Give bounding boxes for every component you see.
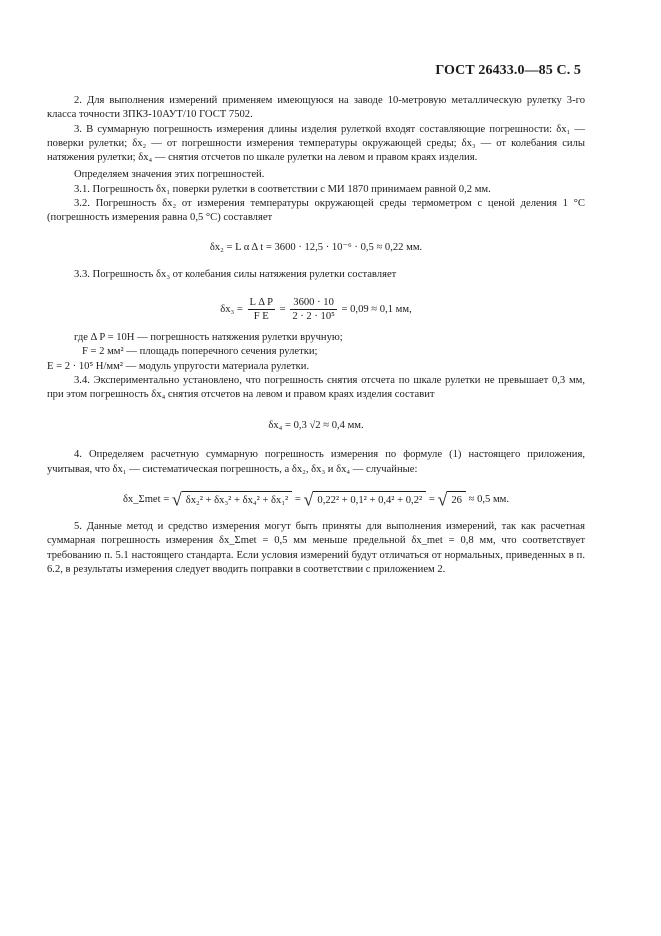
paragraph-3-4: 3.4. Экспериментально установлено, что погрешность снятия отсчета по шкале рулетки не превышает 0,3 мм, при этом погрешность δx₄ снятия отсчетов на левом и правом краях изделия составит [47,374,585,401]
radical-symbolic: δx₂² + δx₃² + δx₄² + δx₁² [182,491,292,508]
radical-sign-icon: √ [303,489,314,510]
document-body [47,94,585,577]
paragraph-3-3: 3.3. Погрешность δx₃ от колебания силы натяжения рулетки составляет [74,268,397,280]
fraction-numerator: 3600 · 10 [290,296,337,310]
where-line-2: F = 2 мм² — площадь поперечного сечения рулетки; [82,346,318,358]
formula-total-equals-2: = [428,493,435,505]
formula-dx4: δx₄ = 0,3 √2 ≈ 0,4 мм. [268,420,364,432]
radical-result: 26 [447,491,466,508]
formula-total-lhs: δx_Σmet = [122,493,170,505]
formula-total-equals: = [294,493,301,505]
radical-numeric: 0,22² + 0,1² + 0,4² + 0,2² [313,491,426,508]
formula-dx2: δx₂ = L α Δ t = 3600 · 12,5 · 10⁻⁶ · 0,5 ≈ 0,22 мм. [209,241,423,253]
formula-dx3 [47,296,585,323]
page-header: ГОСТ 26433.0—85 С. 5 [435,63,581,78]
paragraph-3-intro: Определяем значения этих погрешностей. [74,169,265,181]
paragraph-3-2: 3.2. Погрешность δx₂ от измерения температуры окружающей среды термометром с ценой деления 1 °С (погрешность измерения равна 0,5 °С) составляет [47,198,585,224]
fraction-numerator: L Δ P [249,296,274,308]
formula-total-error [47,491,585,508]
paragraph-3: 3. В суммарную погрешность измерения длины изделия рулеткой входят составляющие погрешности: δx₁ — поверки рулетки; δx₂ — от погрешности измерения температуры окружающей среды; δx₃ — от колебания силы натяжения рулетки; δx₄ — снятия отсчетов по шкале рулетки на левом и правом краях изделия. [47,123,585,164]
formula-dx3-fraction-symbolic [248,296,276,323]
radical-sign-icon: √ [171,489,182,510]
where-line-3: E = 2 · 10⁵ Н/мм² — модуль упругости материала рулетки. [47,360,310,372]
fraction-denominator: F E [253,310,269,322]
paragraph-3-1: 3.1. Погрешность δx₁ поверки рулетки в соответствии с МИ 1870 принимаем равной 0,2 мм. [74,183,491,195]
formula-dx3-equals: = [279,303,286,315]
paragraph-2: 2. Для выполнения измерений применяем имеющуюся на заводе 10-метровую металлическую рулетку 3-го класса точности ЗПКЗ-10АУТ/10 ГОСТ 7502. [47,95,585,121]
formula-dx3-rhs: = 0,09 ≈ 0,1 мм, [341,303,412,315]
paragraph-5: 5. Данные метод и средство измерения могут быть приняты для выполнения измерений, так как расчетная суммарная погрешность измерения δx_Σmet = 0,5 мм меньше предельной δx_met = 0,8 мм, что соответствует требованию п. 5.1 настоящего стандарта. Если условия измерений будут отличаться от нормальных, приведенных в п. 6.2, в результаты измерения следует вводить поправки в соответствии с приложением 2. [47,521,585,575]
formula-dx3-lhs: δx₃ = [220,303,243,315]
paragraph-4: 4. Определяем расчетную суммарную погрешность измерения по формуле (1) настоящего приложения, учитывая, что δx₁ — систематическая погрешность, а δx₂, δx₃ и δx₄ — случайные: [47,449,585,475]
where-line-1: где Δ P = 10Н — погрешность натяжения рулетки вручную; [74,331,343,343]
radical-sign-icon: √ [437,489,448,510]
fraction-denominator: 2 · 2 · 10⁵ [292,310,335,322]
formula-total-rhs: ≈ 0,5 мм. [468,493,510,505]
formula-dx3-fraction-numeric [290,296,337,323]
